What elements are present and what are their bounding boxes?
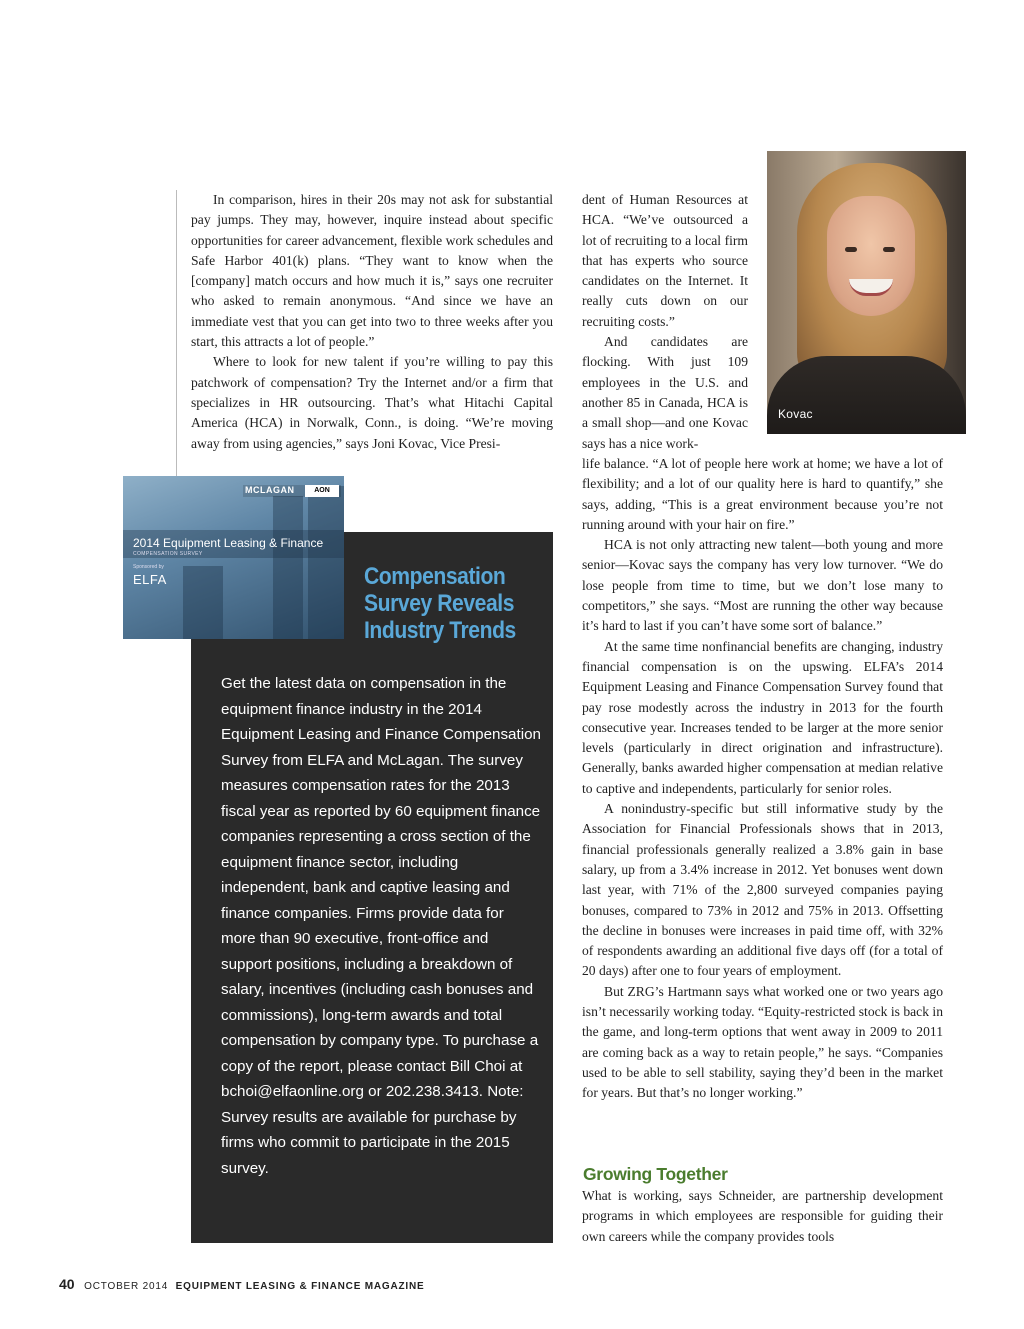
cover-sponsor-label: Sponsored by (133, 564, 164, 570)
mclagan-logo: MCLAGAN (245, 485, 295, 495)
cover-title: 2014 Equipment Leasing & Finance (133, 536, 324, 550)
left-article-column (191, 190, 553, 454)
aon-logo: AON (305, 485, 339, 497)
article-paragraph: But ZRG’s Hartmann says what worked one or two years ago isn’t necessarily working today. “Equity-restricted stock is back in the game, and long-term options that went away in 2009 to 2011 are coming back as a way to retain people,” he says. “Companies used to be able to sell stability, saying they’d been in the market for years. But that’s no longer working.” (582, 983, 943, 1101)
page-footer (59, 1276, 424, 1292)
article-paragraph: At the same time nonfinancial benefits are changing, industry financial compensation is on the upswing. ELFA’s 2014 Equipment Leasing and Finance Compensation Survey found that pay rose modestly across the industry in 2013 for the fourth consecutive year. Increases tended to be larger at the more senior levels (particularly in direct origination and infrastructure). Generally, banks awarded higher compensation at median relative to captive and independents, particularly for senior roles. (582, 638, 943, 796)
issue-date: OCTOBER 2014 (84, 1281, 169, 1292)
right-article-column-top (582, 190, 748, 454)
sidebar-body (221, 671, 541, 1181)
elfa-logo: ELFA (133, 572, 167, 587)
article-paragraph: A nonindustry-specific but still informative study by the Association for Financial Professionals shows that in 2013, financial professionals generally realized a 3.8% gain in base salary, up from a 3.4% increase in 2012. Yet bonuses went down last year, with 71% of the 2,800 surveyed companies paying bonuses, compared to 73% in 2012 and 75% in 2013. Offsetting the decline in bonuses were increases in paid time off, with 32% of respondents awarding an additional five days off (for a total of 20 days) after one to four years of employment. (582, 801, 943, 979)
column-rule-left (176, 190, 177, 480)
article-paragraph: And candidates are flocking. With just 109 employees in the U.S. and another 85 in Canada, HCA is a small shop—and one Kovac says has a nice work- (582, 334, 748, 451)
survey-cover-image (123, 476, 344, 639)
right-article-column (582, 454, 943, 1104)
article-paragraph: dent of Human Resources at HCA. “We’ve outsourced a lot of recruiting to a local firm that has experts who source candidates on the Internet. It really cuts down on our recruiting costs.” (582, 192, 748, 329)
cover-subtitle: COMPENSATION SURVEY (133, 551, 203, 557)
article-paragraph: HCA is not only attracting new talent—both young and more senior—Kovac says the company has very low turnover. “We do lose people from time to time, but we don’t lose many to competitors,” she says. “Most are running the other way because it’s hard to last if you can’t have some sort of balance.” (582, 537, 943, 634)
growing-together-column (582, 1186, 943, 1247)
article-paragraph: life balance. “A lot of people here work at home; we have a lot of flexibility; and a lot of our quality here is hard to quantify,” she says, adding, “This is a great environment because you’re not running around with your hair on fire.” (582, 456, 943, 532)
kovac-portrait-photo (767, 151, 966, 434)
section-heading-growing-together: Growing Together (583, 1164, 728, 1184)
article-paragraph: In comparison, hires in their 20s may not ask for substantial pay jumps. They may, however, inquire instead about specific opportunities for career advancement, flexible work schedules and Safe Harbor 401(k) plans. “They want to know when the [company] match occurs and how much it is,” says one recruiter who asked to remain anonymous. “And since we have an immediate vest that you can get into two to three weeks after you start, this attracts a lot of people.” (191, 192, 553, 350)
magazine-name: EQUIPMENT LEASING & FINANCE MAGAZINE (175, 1281, 425, 1292)
sidebar-paragraph: Get the latest data on compensation in the equipment finance industry in the 2014 Equipment Leasing and Finance Compensation Survey from ELFA and McLagan. The survey measures compensation rates for the 2013 fiscal year as reported by 60 equipment finance companies representing a cross section of the equipment finance sector, including independent, bank and captive leasing and finance companies. Firms provide data for more than 90 executive, front-office and support positions, including a breakdown of salary, incentives (including cash bonuses and commissions), long-term awards and total compensation by company type. To purchase a copy of the report, please contact Bill Choi at bchoi@elfaonline.org or 202.238.3413. Note: Survey results are available for purchase by firms who commit to participate in the 2015 survey. (221, 675, 541, 1177)
article-paragraph: What is working, says Schneider, are partnership development programs in which employees are responsible for guiding their own careers while the company provides tools (582, 1188, 943, 1244)
page-number: 40 (59, 1276, 75, 1292)
sidebar-title: Compensation Survey Reveals Industry Trends (364, 563, 516, 644)
article-paragraph: Where to look for new talent if you’re willing to pay this patchwork of compensation? Try the Internet and/or a firm that specializes in HR outsourcing. That’s what Hitachi Capital America (HCA) in Norwalk, Conn., is doing. “We’re moving away from using agencies,” says Joni Kovac, Vice Presi- (191, 354, 553, 451)
photo-caption: Kovac (778, 407, 813, 421)
